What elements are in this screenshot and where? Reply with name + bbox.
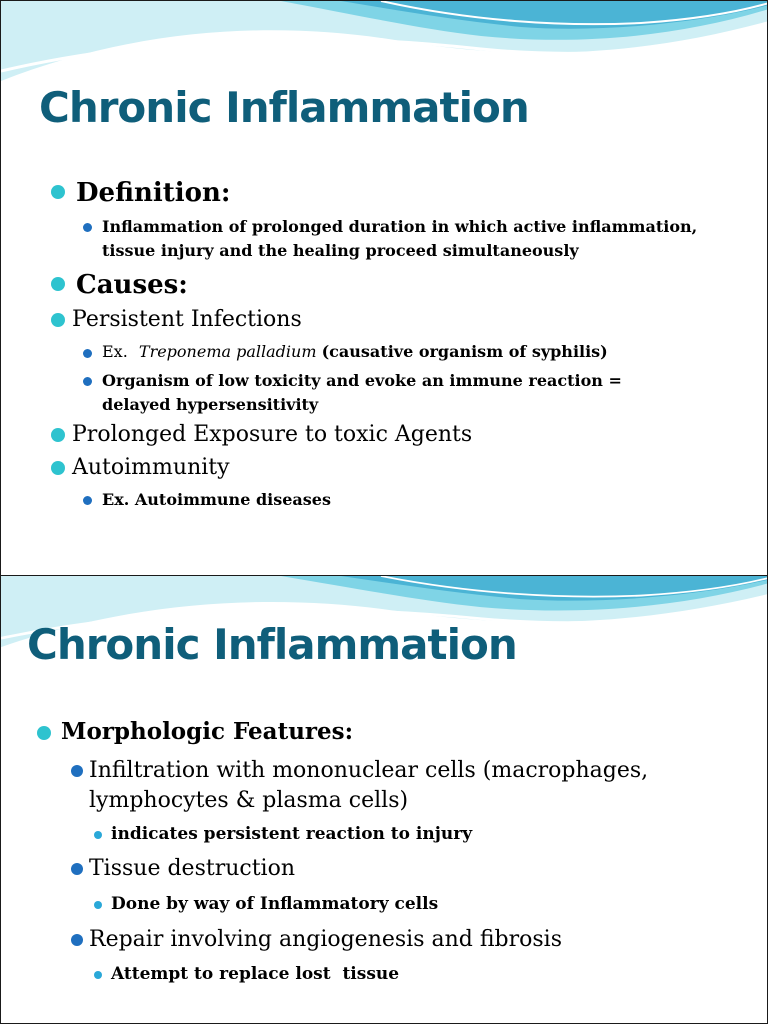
wave-banner-icon (1, 1, 768, 91)
infiltration-line-1: Infiltration with mononuclear cells (macrophages, (89, 758, 649, 783)
bullet-icon (51, 277, 65, 291)
bullet-icon (71, 863, 83, 875)
causes-heading: Causes: (76, 270, 188, 300)
low-toxicity-line-2: delayed hypersensitivity (102, 395, 319, 414)
slide-title: Chronic Inflammation (39, 83, 529, 132)
bullet-icon (51, 461, 65, 475)
bullet-icon (94, 971, 102, 979)
tissue-destruction: Tissue destruction (89, 856, 296, 881)
bullet-icon (83, 377, 92, 386)
example-suffix: (causative organism of syphilis) (321, 342, 608, 361)
example-prefix: Ex. (102, 342, 128, 361)
definition-line-1: Inflammation of prolonged duration in which active inflammation, (102, 217, 698, 236)
bullet-icon (51, 313, 65, 327)
persistent-infections: Persistent Infections (72, 307, 302, 332)
bullet-icon (51, 428, 65, 442)
bullet-icon (51, 185, 65, 199)
definition-line-2: tissue injury and the healing proceed simultaneously (102, 241, 579, 260)
example-line (102, 342, 608, 361)
slide-title: Chronic Inflammation (27, 620, 517, 669)
autoimmune-example: Ex. Autoimmune diseases (102, 490, 331, 509)
persistent-reaction: indicates persistent reaction to injury (111, 824, 473, 844)
replace-tissue: Attempt to replace lost tissue (111, 964, 400, 984)
bullet-icon (71, 765, 83, 777)
bullet-icon (83, 223, 92, 232)
infiltration-line-2: lymphocytes & plasma cells) (89, 788, 409, 813)
bullet-icon (71, 934, 83, 946)
prolonged-exposure: Prolonged Exposure to toxic Agents (72, 422, 473, 447)
bullet-icon (94, 831, 102, 839)
bullet-icon (37, 726, 51, 740)
example-organism: Treponema palladium (138, 342, 317, 361)
slide-2 (0, 576, 768, 1024)
inflammatory-cells: Done by way of Inflammatory cells (111, 894, 439, 914)
low-toxicity-line-1: Organism of low toxicity and evoke an immune reaction = (102, 371, 622, 390)
autoimmunity: Autoimmunity (72, 455, 230, 480)
repair: Repair involving angiogenesis and fibrosis (89, 927, 562, 952)
bullet-icon (83, 349, 92, 358)
morphologic-heading: Morphologic Features: (61, 718, 354, 745)
bullet-icon (83, 496, 92, 505)
bullet-icon (94, 901, 102, 909)
definition-heading: Definition: (76, 178, 231, 208)
